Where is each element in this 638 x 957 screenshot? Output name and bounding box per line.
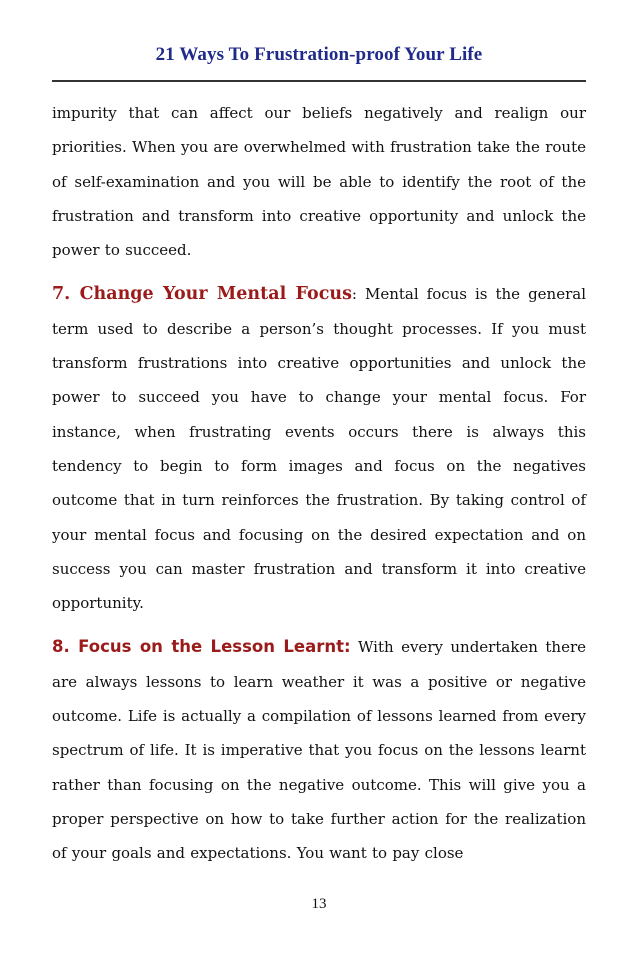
section-7-paragraph — [52, 277, 586, 620]
running-header-title: 21 Ways To Frustration-proof Your Life — [155, 44, 483, 65]
section-8-heading: 8. Focus on the Lesson Learnt: — [52, 637, 351, 657]
section-7-body: Mental focus is the general term used to describe a person’s thought processes. If you must transform frustrations into creative opportunities and unlock the power to succeed you have to change your mental focus. For instance, when frustrating events occurs there is always this tendency to begin to form images and focus on the negatives outcome that in turn reinforces the frustration. By taking control of your mental focus and focusing on the desired expectation and on success you can master frustration and transform it into creative opportunity. — [52, 285, 586, 613]
section-7-separator: : — [351, 285, 357, 304]
header-divider — [52, 80, 586, 82]
paragraph-continuation: impurity that can affect our beliefs negatively and realign our priorities. When you are overwhelmed with frustration take the route of self-examination and you will be able to identify the root of the frustration and transform into creative opportunity and unlock the power to succeed. — [52, 104, 586, 260]
page-number: 13 — [311, 896, 327, 912]
section-8-paragraph — [52, 630, 586, 870]
section-7-heading: 7. Change Your Mental Focus — [52, 284, 352, 305]
section-8-body: With every undertaken there are always lessons to learn weather it was a positive or negative outcome. Life is actually a compilation of lessons learned from every spectrum of life. It is imperative that you focus on the lessons learnt rather than focusing on the negative outcome. This will give you a proper perspective on how to take further action for the realization of your goals and expectations. You want to pay close — [52, 638, 586, 863]
page-body — [52, 96, 586, 871]
